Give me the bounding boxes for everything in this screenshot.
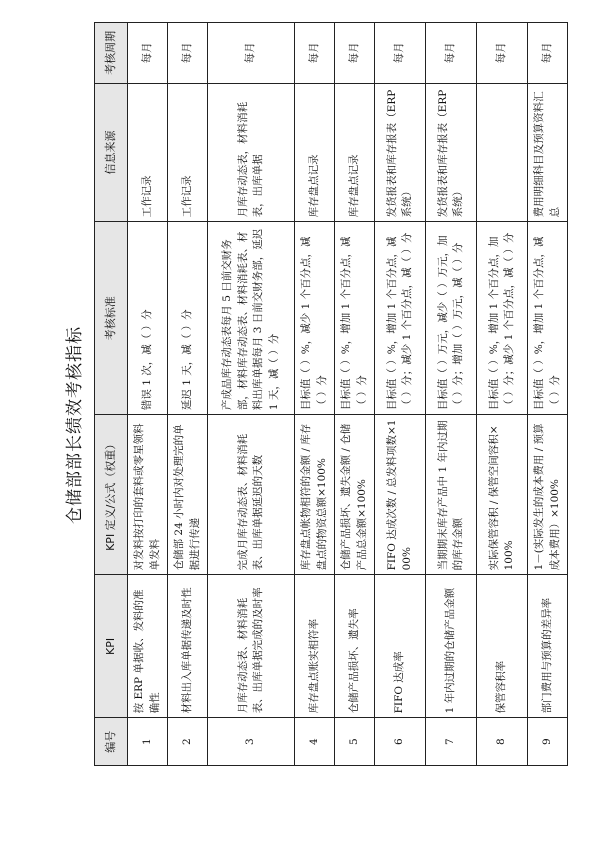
header-kpi: KPI [95,575,128,718]
cell-standard: 产成品库存动态表每月 5 日前交财务部，材料库存动态表、材料消耗表、材料出库单据每月 3 日前交财务部，延迟 1 天，减（ ）分 [208,222,295,415]
cell-source: 发货报表和库存报表（ERP 系统） [426,83,477,222]
cell-period: 每月 [528,23,568,84]
cell-source: 工作记录 [168,83,208,222]
cell-period: 每月 [426,23,477,84]
cell-kpi: 1 年内过期的仓储产品金额 [426,575,477,718]
cell-no: 8 [477,718,528,766]
cell-source: 库存盘点记录 [335,83,375,222]
cell-definition: 1－(实际发生的成本费用 / 预算成本费用）×100% [528,415,568,575]
cell-definition: 库存盘点帐物相符的金额 / 库存盘点的物资总额×100% [295,415,335,575]
cell-no: 4 [295,718,335,766]
cell-source: 工作记录 [128,83,168,222]
cell-source: 费用明细科目及预算资料汇总 [528,83,568,222]
table-row [208,23,295,766]
cell-definition: 完成月库存动态表、材料消耗表、出库单据延迟的天数 [208,415,295,575]
cell-standard: 目标值（ ）%，增加 1 个百分点，加（ ）分；减少 1 个百分点，减（ ）分 [477,222,528,415]
table-row [477,23,528,766]
cell-kpi: 库存盘点账实相符率 [295,575,335,718]
cell-no: 1 [128,718,168,766]
header-standard: 考核标准 [95,222,128,415]
cell-standard: 错误 1 次，减（ ）分 [128,222,168,415]
cell-period: 每月 [375,23,426,84]
table-row [426,23,477,766]
cell-period: 每月 [168,23,208,84]
table-row [128,23,168,766]
cell-standard: 延迟 1 天，减（ ）分 [168,222,208,415]
header-row [95,23,128,766]
cell-period: 每月 [335,23,375,84]
cell-standard: 目标值（ ）%，减少 1 个百分点，减（ ）分 [295,222,335,415]
cell-kpi: 仓储产品损坏、遗失率 [335,575,375,718]
cell-period: 每月 [208,23,295,84]
cell-source: 库存盘点记录 [295,83,335,222]
cell-no: 9 [528,718,568,766]
cell-no: 5 [335,718,375,766]
cell-period: 每月 [295,23,335,84]
cell-kpi: 部门费用与预算的差异率 [528,575,568,718]
cell-definition: FIFO 达成次数 / 总发料项数×100% [375,415,426,575]
table-row [335,23,375,766]
cell-no: 3 [208,718,295,766]
cell-source [477,83,528,222]
table-row [528,23,568,766]
kpi-table [94,22,568,766]
cell-kpi: 保管容积率 [477,575,528,718]
cell-definition: 对发料按打印的套料或零星领料单发料 [128,415,168,575]
cell-period: 每月 [477,23,528,84]
cell-source: 月库存动态表，材料消耗表，出库单据 [208,83,295,222]
cell-no: 6 [375,718,426,766]
cell-definition: 仓储产品损坏、遗失金额 / 仓储产品总金额×100% [335,415,375,575]
table-row [375,23,426,766]
cell-definition: 实际保管容积 / 保管空间容积×100% [477,415,528,575]
cell-kpi: 材料出入库单据传递及时性 [168,575,208,718]
cell-period: 每月 [128,23,168,84]
cell-standard: 目标值（ ）%，增加 1 个百分点，减（ ）分；减少 1 个百分点，减（ ）分 [375,222,426,415]
cell-kpi: FIFO 达成率 [375,575,426,718]
table-row [295,23,335,766]
header-period: 考核周期 [95,23,128,84]
table-row [168,23,208,766]
page-title: 仓储部部长绩效考核指标 [65,326,85,524]
cell-source: 发货报表和库存报表（ERP 系统） [375,83,426,222]
cell-standard: 目标值（ ）%，增加 1 个百分点，减（ ）分 [528,222,568,415]
cell-standard: 目标值（ ）%，增加 1 个百分点，减（ ）分 [335,222,375,415]
cell-no: 7 [426,718,477,766]
table-body [128,23,568,766]
cell-kpi: 月库存动态表、材料消耗表、出库单据完成的及时率 [208,575,295,718]
cell-standard: 目标值（ ）万元，减少（ ）万元，加（ ）分；增加（ ）万元，减（ ）分 [426,222,477,415]
header-no: 编号 [95,718,128,766]
table-header [95,23,128,766]
cell-definition: 仓储部 24 小时内对处理完的单据进行传递 [168,415,208,575]
header-source: 信息来源 [95,83,128,222]
header-definition: KPI 定义/公式（权重） [95,415,128,575]
cell-no: 2 [168,718,208,766]
cell-kpi: 按 ERP 单据收、发料的准确性 [128,575,168,718]
cell-definition: 当期期末库存产品中 1 年内过期的库存金额 [426,415,477,575]
